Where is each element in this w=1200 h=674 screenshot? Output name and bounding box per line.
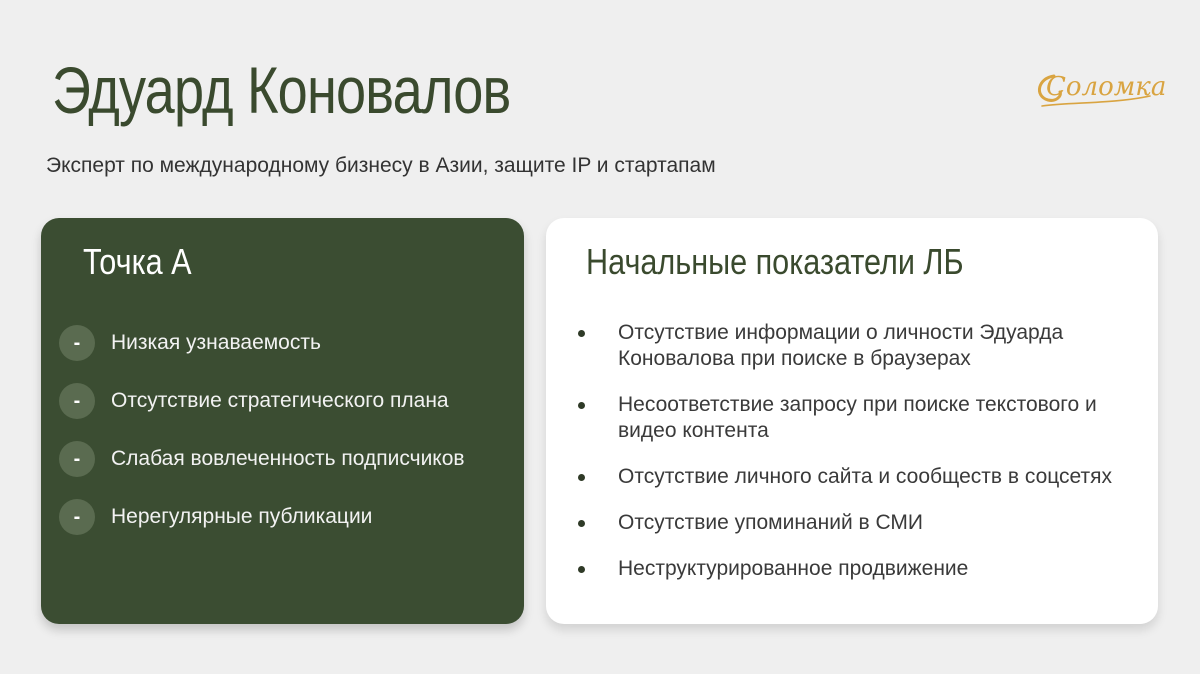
dash-badge-icon: - xyxy=(59,499,95,535)
dash-badge-icon: - xyxy=(59,325,95,361)
list-item xyxy=(576,392,1136,444)
list-item-text: Отсутствие стратегического плана xyxy=(111,389,449,412)
list-item xyxy=(576,464,1136,490)
list-item xyxy=(59,314,465,372)
initial-metrics-title: Начальные показатели ЛБ xyxy=(586,241,964,282)
page-title: Эдуард Коновалов xyxy=(52,53,511,127)
point-a-title: Точка А xyxy=(83,241,192,282)
bullet-icon xyxy=(578,566,585,573)
bullet-icon xyxy=(578,330,585,337)
list-item-text: Отсутствие упоминаний в СМИ xyxy=(618,511,924,534)
list-item-text: Отсутствие информации о личности Эдуарда Коновалова при поиске в браузерах xyxy=(618,321,1064,370)
list-item xyxy=(59,488,465,546)
bullet-icon xyxy=(578,474,585,481)
dash-badge-icon: - xyxy=(59,383,95,419)
list-item xyxy=(576,556,1136,582)
list-item xyxy=(59,372,465,430)
dash-badge-icon: - xyxy=(59,441,95,477)
initial-metrics-list xyxy=(576,320,1136,602)
list-item-text: Низкая узнаваемость xyxy=(111,331,321,354)
list-item-text: Отсутствие личного сайта и сообществ в соцсетях xyxy=(618,465,1113,488)
list-item xyxy=(59,430,465,488)
bullet-icon xyxy=(578,402,585,409)
list-item-text: Неструктурированное продвижение xyxy=(618,557,969,580)
logo-text: Соломка xyxy=(1046,72,1167,102)
bullet-icon xyxy=(578,520,585,527)
list-item xyxy=(576,320,1136,372)
list-item-text: Слабая вовлеченность подписчиков xyxy=(111,447,465,470)
point-a-card xyxy=(41,218,524,624)
brand-logo xyxy=(1032,66,1167,112)
initial-metrics-card xyxy=(546,218,1158,624)
page-subtitle: Эксперт по международному бизнесу в Азии, защите IP и стартапам xyxy=(46,154,716,177)
list-item xyxy=(576,510,1136,536)
point-a-list xyxy=(59,314,465,546)
list-item-text: Несоответствие запросу при поиске текстового и видео контента xyxy=(618,393,1097,442)
list-item-text: Нерегулярные публикации xyxy=(111,505,373,528)
